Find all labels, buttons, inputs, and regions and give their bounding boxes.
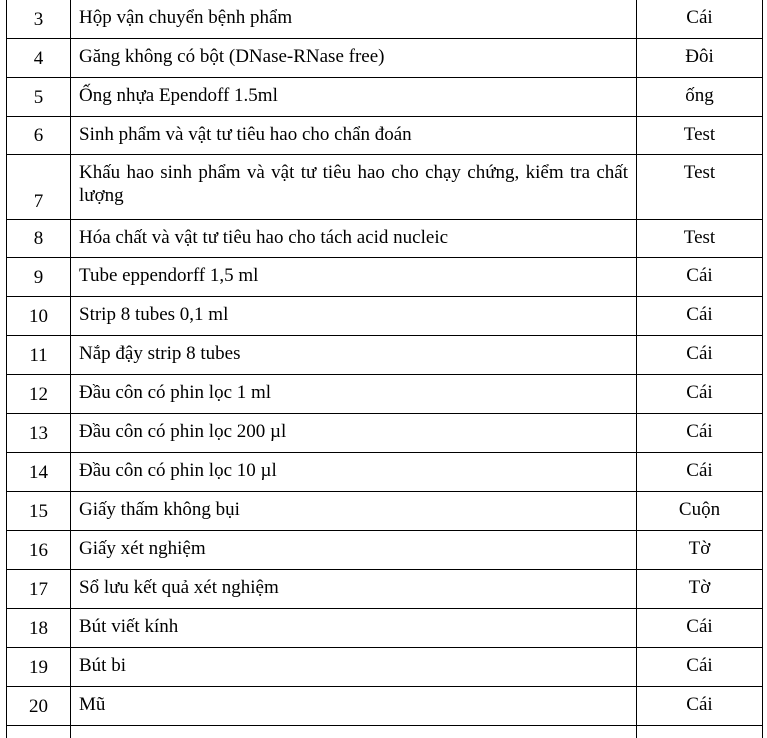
table-row	[7, 531, 763, 570]
table-row	[7, 375, 763, 414]
item-description: Khấu hao sinh phẩm và vật tư tiêu hao cho chạy chứng, kiểm tra chất lượng	[71, 155, 637, 220]
item-description: Mũ	[71, 687, 637, 726]
row-number: 12	[7, 375, 71, 414]
item-unit: Cái	[637, 687, 763, 726]
cut-off-cell	[7, 726, 71, 738]
item-unit: Đôi	[637, 39, 763, 78]
table-row	[7, 609, 763, 648]
table-row	[7, 117, 763, 155]
item-description: Sinh phẩm và vật tư tiêu hao cho chẩn đoán	[71, 117, 637, 155]
table-row	[7, 453, 763, 492]
row-number: 6	[7, 117, 71, 155]
item-description: Strip 8 tubes 0,1 ml	[71, 297, 637, 336]
item-unit: Cái	[637, 0, 763, 39]
row-number: 5	[7, 78, 71, 117]
row-number: 8	[7, 220, 71, 258]
table-row	[7, 155, 763, 220]
item-description: Nắp đậy strip 8 tubes	[71, 336, 637, 375]
item-unit: Test	[637, 155, 763, 220]
cut-off-cell	[71, 726, 637, 738]
row-number: 17	[7, 570, 71, 609]
item-unit: Cái	[637, 414, 763, 453]
row-number: 15	[7, 492, 71, 531]
row-number: 16	[7, 531, 71, 570]
item-description: Sổ lưu kết quả xét nghiệm	[71, 570, 637, 609]
item-description: Hóa chất và vật tư tiêu hao cho tách acid nucleic	[71, 220, 637, 258]
item-description: Hộp vận chuyển bệnh phẩm	[71, 0, 637, 39]
table-row	[7, 570, 763, 609]
item-unit: Cuộn	[637, 492, 763, 531]
item-unit: Test	[637, 117, 763, 155]
item-unit: Cái	[637, 375, 763, 414]
item-unit: Cái	[637, 258, 763, 297]
row-number: 9	[7, 258, 71, 297]
item-description: Bút viết kính	[71, 609, 637, 648]
item-description: Đầu côn có phin lọc 1 ml	[71, 375, 637, 414]
item-unit: Tờ	[637, 570, 763, 609]
item-unit: Test	[637, 220, 763, 258]
table-row	[7, 220, 763, 258]
item-unit: Cái	[637, 453, 763, 492]
table-row	[7, 492, 763, 531]
row-number: 14	[7, 453, 71, 492]
item-description: Tube eppendorff 1,5 ml	[71, 258, 637, 297]
item-unit: Cái	[637, 648, 763, 687]
table-row-cut-off	[7, 726, 763, 738]
row-number: 3	[7, 0, 71, 39]
item-description: Găng không có bột (DNase-RNase free)	[71, 39, 637, 78]
item-unit: Tờ	[637, 531, 763, 570]
item-description: Đầu côn có phin lọc 200 µl	[71, 414, 637, 453]
item-unit: Cái	[637, 297, 763, 336]
row-number: 11	[7, 336, 71, 375]
row-number: 10	[7, 297, 71, 336]
supplies-table	[6, 0, 763, 738]
table-row	[7, 414, 763, 453]
row-number: 4	[7, 39, 71, 78]
cut-off-cell	[637, 726, 763, 738]
row-number: 19	[7, 648, 71, 687]
table-row	[7, 39, 763, 78]
item-unit: Cái	[637, 336, 763, 375]
row-number: 7	[7, 155, 71, 220]
item-unit: Cái	[637, 609, 763, 648]
item-description: Giấy xét nghiệm	[71, 531, 637, 570]
item-description: Giấy thấm không bụi	[71, 492, 637, 531]
row-number: 20	[7, 687, 71, 726]
table-row	[7, 336, 763, 375]
table-row	[7, 0, 763, 39]
row-number: 13	[7, 414, 71, 453]
item-description: Đầu côn có phin lọc 10 µl	[71, 453, 637, 492]
item-unit: ống	[637, 78, 763, 117]
table-row	[7, 648, 763, 687]
table-row	[7, 687, 763, 726]
table-row	[7, 297, 763, 336]
item-description: Ống nhựa Ependoff 1.5ml	[71, 78, 637, 117]
row-number: 18	[7, 609, 71, 648]
table-row	[7, 258, 763, 297]
table-row	[7, 78, 763, 117]
item-description: Bút bi	[71, 648, 637, 687]
